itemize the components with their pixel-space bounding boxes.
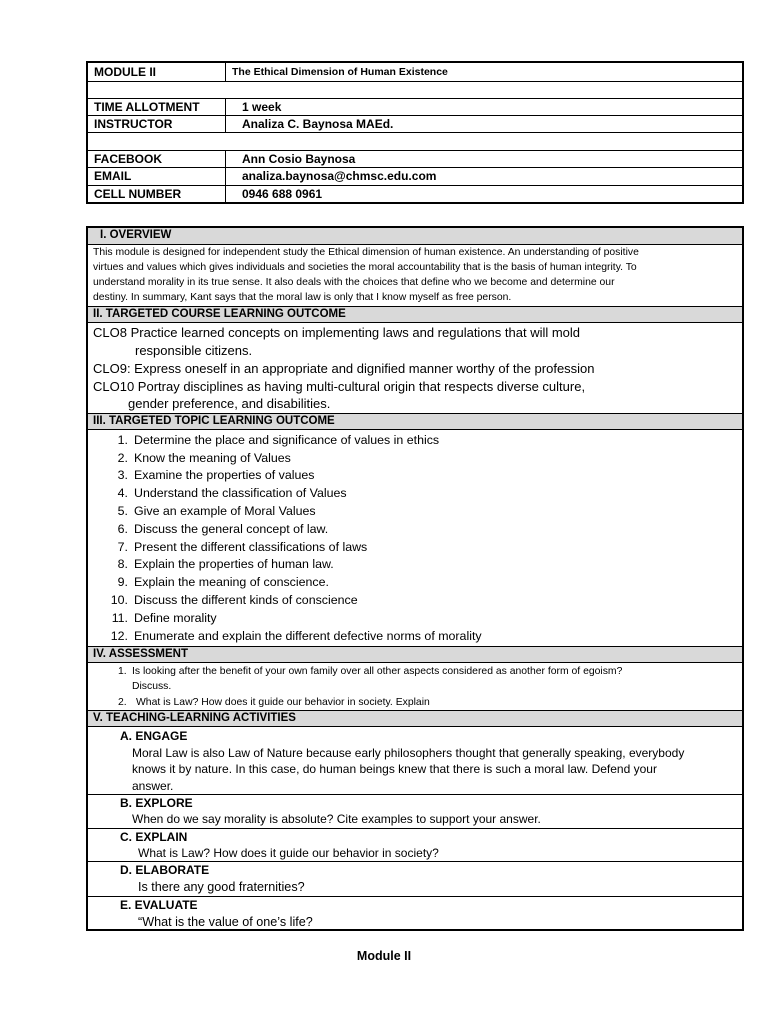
- explain-text: What is Law? How does it guide our behavior in society?: [138, 846, 439, 860]
- page-footer: Module II: [356, 949, 412, 963]
- time-value: 1 week: [242, 100, 282, 114]
- facebook-value: Ann Cosio Baynosa: [242, 152, 356, 166]
- email-label: EMAIL: [94, 169, 132, 183]
- elaborate-text: Is there any good fraternities?: [138, 880, 305, 894]
- module-label: MODULE II: [94, 65, 156, 79]
- module-title: The Ethical Dimension of Human Existence: [232, 66, 448, 78]
- clo-line: responsible citizens.: [135, 343, 253, 358]
- clo-line: gender preference, and disabilities.: [128, 396, 331, 411]
- cell-value: 0946 688 0961: [242, 187, 323, 201]
- explore-text: When do we say morality is absolute? Cite examples to support your answer.: [132, 812, 541, 826]
- email-row: [88, 168, 742, 186]
- tlo-heading: III. TARGETED TOPIC LEARNING OUTCOME: [88, 413, 742, 430]
- time-row: [88, 99, 742, 116]
- time-label: TIME ALLOTMENT: [94, 100, 200, 114]
- assessment-q1-line: Is looking after the benefit of your own family over all other aspects considered as another form of egoism?: [132, 666, 623, 677]
- email-value: analiza.baynosa@chmsc.edu.com: [242, 169, 437, 183]
- clo-line: CLO9: Express oneself in an appropriate and dignified manner worthy of the profession: [93, 361, 595, 376]
- engage-line: answer.: [132, 779, 174, 793]
- assessment-q2-text: What is Law? How does it guide our behavior in society. Explain: [136, 697, 430, 708]
- overview-line: destiny. In summary, Kant says that the moral law is only that I know myself as free person.: [93, 292, 512, 303]
- module-info-table: [86, 61, 744, 204]
- clo-line: CLO8 Practice learned concepts on implementing laws and regulations that will mold: [93, 325, 581, 340]
- assessment-q2-number: 2.: [118, 697, 127, 708]
- overview-line: virtues and values which gives individuals and societies the moral accountability that is the basis of human integrity. To: [93, 262, 637, 273]
- column-divider: [225, 99, 226, 133]
- module-content-table: I. OVERVIEW This module is designed for independent study the Ethical dimension of human existence. An understanding of positive virtues and values which gives individuals and societies the moral accountability that is the basis of human integrity. To understand morality in its true sense. It also deals with the choices that define who we become and determine our destiny. In summary, Kant says that the moral law is only that I know myself as free person. II. TARGETED COURSE LEARNING OUTCOME CLO8 Practice learned concepts on implementing laws and regulations that will mold responsible citizens. CLO9: Express oneself in an appropriate and dignified manner worthy of the profession CLO10 Portray disciplines as having multi-cultural origin that respects diverse culture, gender preference, and disabilities. III. TARGETED TOPIC LEARNING OUTCOME 1. Determine the place and significance of values in ethics 2. Know the meaning of Values 3. Examine the properties of values 4. Understand the classification of Values 5. Give an example of Moral Values 6. Discuss the general concept of law. 7. Present the different classifications of laws 8. Explain the properties of human law. 9. Explain the meaning of conscience. 10. Discuss the different kinds of conscience 11. Define morality 12. Enumerate and explain the different defective norms of morality IV. ASSESSMENT 1. Is looking after the benefit of your own family over all other aspects considered as another form of egoism? Discuss. 2. What is Law? How does it guide our behavior in society. Explain V. TEACHING-LEARNING ACTIVITIES A. ENGAGE Moral Law is also Law of Nature because early philosophers thought that generally speaking, everybody knows it by nature. In this case, do human beings knew that there is such a moral law. Defend your answer. B. EXPLORE When do we say morality is absolute? Cite examples to support your answer. C. EXPLAIN What is Law? How does it guide our behavior in society? D. ELABORATE Is there any good fraternities? E. EVALUATE “What is the value of one’s life?: [86, 226, 744, 931]
- assessment-q1-number: 1.: [118, 666, 127, 677]
- assessment-q1-line: Discuss.: [132, 681, 172, 692]
- evaluate-text: “What is the value of one’s life?: [138, 915, 313, 929]
- column-divider: [225, 63, 226, 82]
- overview-line: understand morality in its true sense. It also deals with the choices that define who we become and determine our: [93, 277, 615, 288]
- elaborate-label: D. ELABORATE: [120, 863, 210, 877]
- instructor-row: [88, 116, 742, 133]
- assessment-heading: IV. ASSESSMENT: [88, 646, 742, 663]
- engage-label: A. ENGAGE: [120, 729, 188, 743]
- cell-label: CELL NUMBER: [94, 187, 182, 201]
- clo-line: CLO10 Portray disciplines as having multi-cultural origin that respects diverse culture,: [93, 379, 586, 394]
- overview-line: This module is designed for independent study the Ethical dimension of human existence. An understanding of positive: [93, 247, 639, 258]
- cell-row: [88, 186, 742, 203]
- facebook-label: FACEBOOK: [94, 152, 163, 166]
- facebook-row: [88, 151, 742, 168]
- blank-row: [88, 82, 742, 99]
- module-row: [88, 63, 742, 82]
- activities-heading: V. TEACHING-LEARNING ACTIVITIES: [88, 710, 742, 727]
- engage-line: knows it by nature. In this case, do human beings knew that there is such a moral law. Defend your: [132, 762, 657, 776]
- explain-label: C. EXPLAIN: [120, 830, 188, 844]
- explore-label: B. EXPLORE: [120, 796, 193, 810]
- instructor-value: Analiza C. Baynosa MAEd.: [242, 117, 394, 131]
- overview-heading: I. OVERVIEW: [88, 228, 742, 245]
- clo-heading: II. TARGETED COURSE LEARNING OUTCOME: [88, 306, 742, 323]
- evaluate-label: E. EVALUATE: [120, 898, 198, 912]
- column-divider: [225, 151, 226, 203]
- instructor-label: INSTRUCTOR: [94, 117, 173, 131]
- blank-row: [88, 133, 742, 151]
- engage-line: Moral Law is also Law of Nature because early philosophers thought that generally speaking, everybody: [132, 746, 685, 760]
